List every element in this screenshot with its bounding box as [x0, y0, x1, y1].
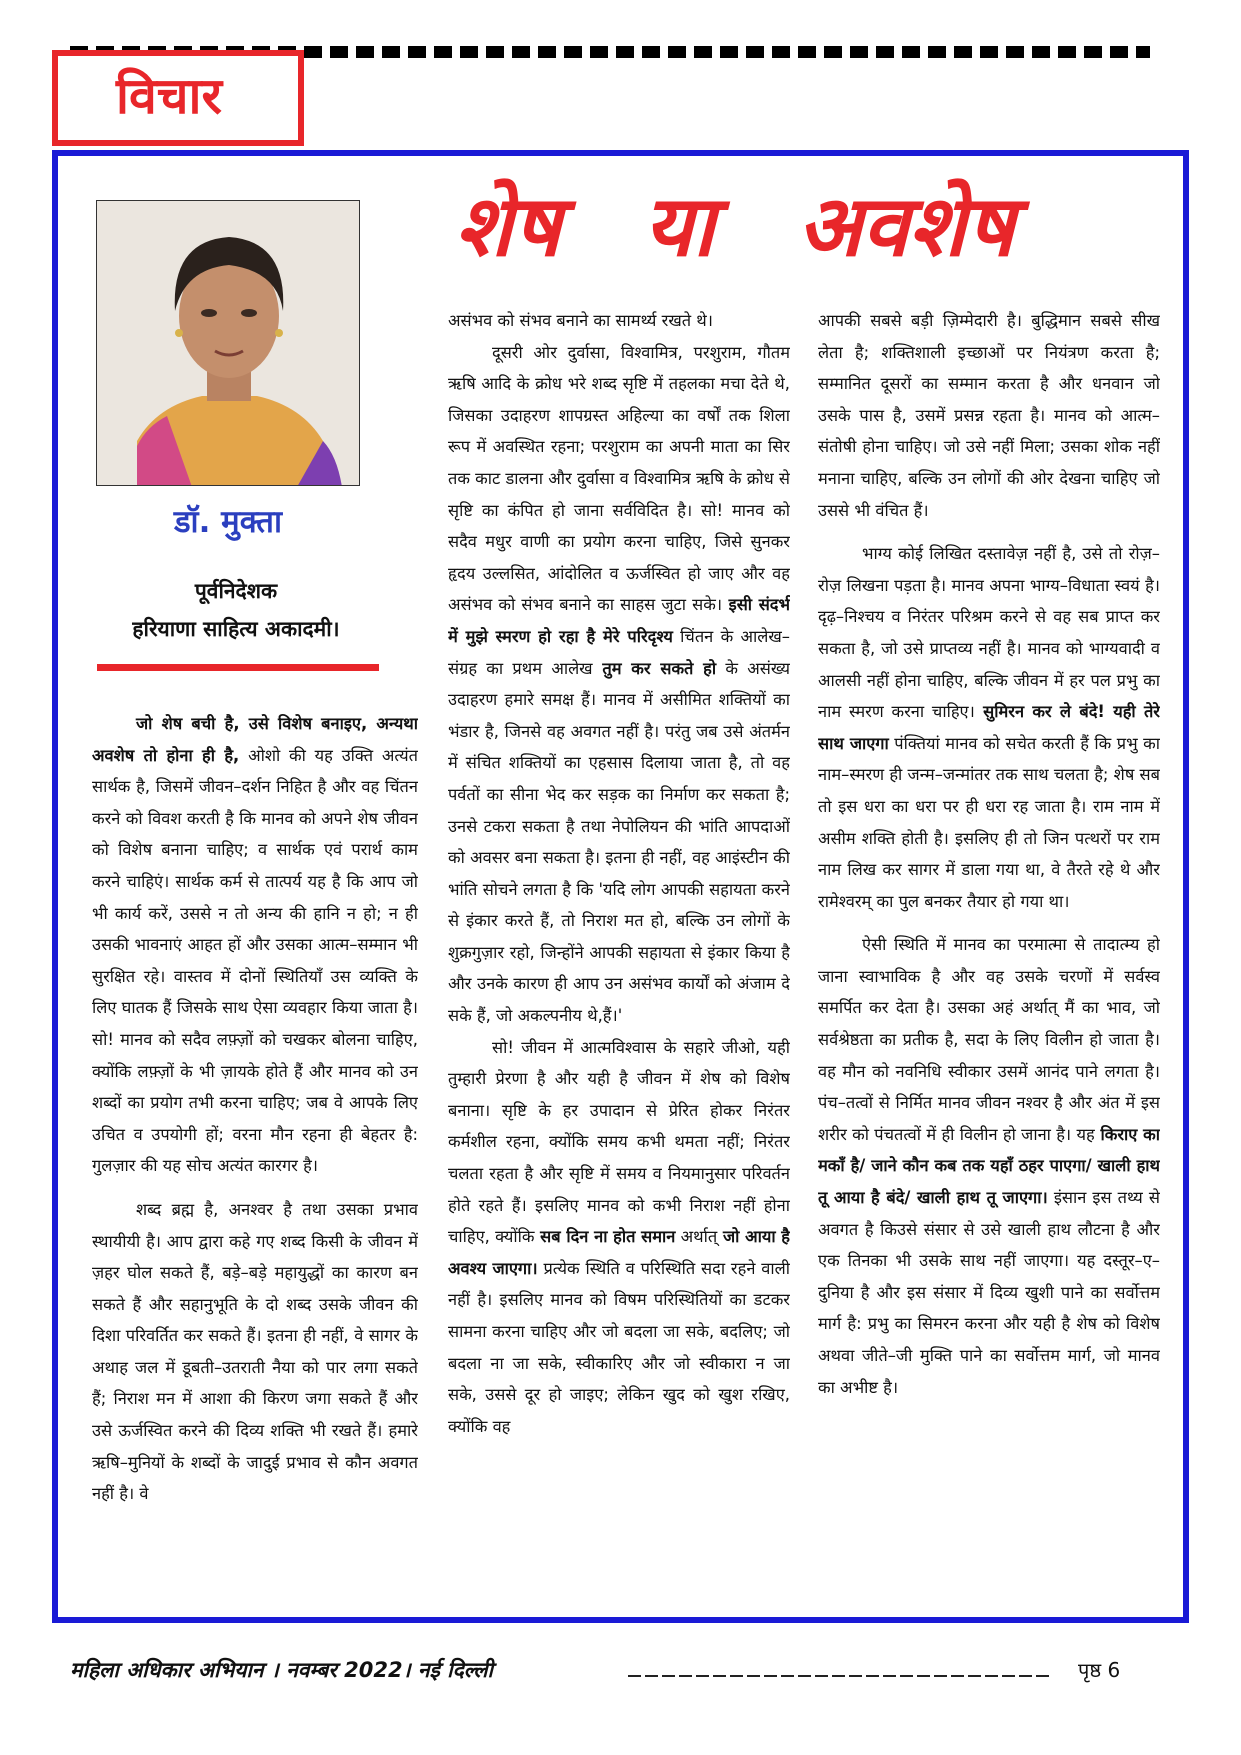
footer-publication: महिला अधिकार अभियान । नवम्बर 2022। नई दिल्ली [70, 1658, 493, 1682]
paragraph [448, 1032, 790, 1443]
body-text: अर्थात् [675, 1227, 718, 1247]
article-column-2 [448, 305, 790, 1595]
paragraph: असंभव को संभव बनाने का सामर्थ्य रखते थे। [448, 311, 713, 330]
body-text: के असंख्य उदाहरण हमारे समक्ष हैं। मानव में असीमित शक्तियों का भंडार है, जिनसे वह अवगत नहीं है। परंतु जब उसे अंतर्मन में संचित शक्तियों का एहसास दिलाया जाता है, तो वह पर्वतों का सीना भेद कर सड़क का निर्माण कर सकता है; उनसे टकरा सकता है तथा नेपोलियन की भांति आपदाओं को अवसर बना सकता है। इतना ही नहीं, वह आइंस्टीन की भांति सोचने लगता है कि 'यदि लोग आपकी सहायता करने से इंकार करते हैं, तो निराश मत हो, बल्कि उन लोगों के शुक्रगुज़ार रहो, जिन्होंने आपकी सहायता से इंकार किया है और उनके कारण ही आप उन असंभव कार्यों को अंजाम दे सके हैं, जो अकल्पनीय थे,हैं।' [448, 658, 790, 1026]
section-tag-box [52, 50, 304, 146]
paragraph: आपकी सबसे बड़ी ज़िम्मेदारी है। बुद्धिमान सबसे सीख लेता है; शक्तिशाली इच्छाओं पर नियंत्रण करता है; सम्मानित दूसरों का सम्मान करता है और धनवान जो उसके पास है, उसमें प्रसन्न रहता है। मानव को आत्म–संतोषी होना चाहिए। जो उसे नहीं मिला; उसका शोक नहीं मनाना चाहिए, बल्कि उन लोगों की ओर देखना चाहिए जो उससे भी वंचित हैं। [818, 311, 1160, 520]
article-column-3 [818, 305, 1160, 1595]
emphasis-text: सब दिन ना होत समान [534, 1227, 676, 1247]
body-text: भाग्य कोई लिखित दस्तावेज़ नहीं है, उसे तो रोज़–रोज़ लिखना पड़ता है। मानव अपना भाग्य–विधाता स्वयं है। दृढ़–निश्चय व निरंतर परिश्रम करने से वह सब प्राप्त कर सकता है, जो उसे प्राप्तव्य नहीं है। मानव को भाग्यवादी व आलसी नहीं होना चाहिए, बल्कि जीवन में हर पल प्रभु का नाम स्मरण करना चाहिए। [818, 544, 1160, 722]
emphasis-text: जो शेष बची है, उसे विशेष बनाइए, अन्यथा अवशेष तो होना ही है, [92, 714, 418, 765]
body-text: सो! जीवन में आत्मविश्वास के सहारे जीओ, यही तुम्हारी प्रेरणा है और यही है जीवन में शेष को विशेष बनाना। सृष्टि के हर उपादान से प्रेरित होकर निरंतर कर्मशील रहना, क्योंकि समय कभी थमता नहीं; निरंतर चलता रहता है और सृष्टि में समय व नियमानुसार परिवर्तन होते रहते हैं। इसलिए मानव को कभी निराश नहीं होना चाहिए, क्योंकि [448, 1037, 790, 1247]
author-divider [97, 664, 379, 671]
author-title-line-1: पूर्वनिदेशक [194, 579, 278, 603]
author-designation [86, 572, 386, 648]
author-photo [96, 200, 360, 486]
body-text: ऐसी स्थिति में मानव का परमात्मा से तादात्म्य हो जाना स्वाभाविक है और वह उसके चरणों में सर्वस्व समर्पित कर देता है। उसका अहं अर्थात् मैं का भाव, जो सर्वश्रेष्ठता का प्रतीक है, सदा के लिए विलीन हो जाता है। वह मौन को नवनिधि स्वीकार उसमें आनंद पाने लगता है। पंच–तत्वों से निर्मित मानव जीवन नश्वर है और अंत में इस शरीर को पंचतत्वों में ही विलीन हो जाना है। यह [818, 935, 1160, 1144]
footer-dashed-rule [628, 1675, 1050, 1677]
emphasis-text: इसी संदर्भ में मुझे स्मरण हो रहा है मेरे परिदृश्य [448, 595, 790, 646]
paragraph [818, 929, 1160, 1403]
body-text: पंक्तियां मानव को सचेत करती हैं कि प्रभु का नाम–स्मरण ही जन्म–जन्मांतर तक साथ चलता है; शेष सब तो इस धरा का धरा पर ही धरा रह जाता है। राम नाम में असीम शक्ति होती है। इसलिए ही तो जिन पत्थरों पर राम नाम लिख कर सागर में डाला गया था, वे तैरते रहे थे और रामेश्वरम् का पुल बनकर तैयार हो गया था। [818, 733, 1160, 911]
body-text: प्रत्येक स्थिति व परिस्थिति सदा रहने वाली नहीं है। इसलिए मानव को विषम परिस्थितियों का डटकर सामना करना चाहिए और जो बदला जा सके, बदलिए; जो बदला ना जा सके, स्वीकारिए और जो स्वीकारा न जा सके, उससे दूर हो जाइए; लेकिन खुद को खुश रखिए, क्योंकि वह [448, 1258, 790, 1436]
body-text: दूसरी ओर दुर्वासा, विश्वामित्र, परशुराम, गौतम ऋषि आदि के क्रोध भरे शब्द सृष्टि में तहलका मचा देते थे, जिसका उदाहरण शापग्रस्त अहिल्या का वर्षों तक शिला रूप में अवस्थित रहना; परशुराम का अपनी माता का सिर तक काट डालना और दुर्वासा व विश्वामित्र ऋषि के क्रोध से सृष्टि का कंपित हो जाना सर्वविदित है। सो! मानव को सदैव मधुर वाणी का प्रयोग करना चाहिए, जिसे सुनकर हृदय उल्लसित, आंदोलित व ऊर्जस्वित हो जाए और वह असंभव को संभव बनाने का साहस जुटा सके। [448, 342, 790, 615]
body-text: चिंतन के आलेख–संग्रह का प्रथम आलेख [448, 626, 790, 678]
paragraph [92, 708, 418, 1182]
body-text: इंसान इस तथ्य से अवगत है किउसे संसार से उसे खाली हाथ लौटना है और एक तिनका भी उसके साथ नहीं जाएगा। यह दस्तूर–ए–दुनिया है और इस संसार में दिव्य खुशी पाने का सर्वोत्तम मार्ग है: प्रभु का सिमरन करना और यही है शेष को विशेष अथवा जीते–जी मुक्ति पाने का सर्वोत्तम मार्ग, जो मानव का अभीष्ट है। [818, 1188, 1160, 1397]
paragraph [448, 337, 790, 1032]
emphasis-text: सुमिरन कर ले बंदे! यही तेरे साथ जाएगा [818, 702, 1160, 753]
body-text: ओशो की यह उक्ति अत्यंत सार्थक है, जिसमें जीवन–दर्शन निहित है और वह चिंतन करने को विवश करती है कि मानव को अपने शेष जीवन को विशेष बनाना चाहिए; व सार्थक एवं परार्थ काम करने चाहिएं। सार्थक कर्म से तात्पर्य यह है कि आप जो भी कार्य करें, उससे न तो अन्य की हानि न हो; न ही उसकी भावनाएं आहत हों और उसका आत्म–सम्मान भी सुरक्षित रहे। वास्तव में दोनों स्थितियाँ उस व्यक्ति के लिए घातक हैं जिसके साथ ऐसा व्यवहार किया जाता है। सो! मानव को सदैव लफ़्ज़ों को चखकर बोलना चाहिए, क्योंकि लफ़्ज़ों के भी ज़ायके होते हैं और मानव को उन शब्दों का प्रयोग तभी करना चाहिए; जब वे आपके लिए उचित व उपयोगी हों; वरना मौन रहना ही बेहतर है: गुलज़ार की यह सोच अत्यंत कारगर है। [92, 745, 418, 1176]
section-tag-label: विचार [116, 67, 222, 125]
emphasis-text: किराए का मकाँ है/ जाने कौन कब तक यहाँ ठहर पाएगा/ खाली हाथ तू आया है बंदे/ खाली हाथ तू जाएगा। [818, 1124, 1160, 1208]
footer-page-number: पृष्ठ 6 [1078, 1658, 1121, 1682]
author-portrait-image [97, 201, 360, 486]
emphasis-text: जो आया है अवश्य जाएगा। [448, 1227, 790, 1278]
paragraph: शब्द ब्रह्म है, अनश्वर है तथा उसका प्रभाव स्थायीयी है। आप द्वारा कहे गए शब्द किसी के जीवन में ज़हर घोल सकते हैं, बड़े–बड़े महायुद्धों का कारण बन सकते हैं और सहानुभूति के दो शब्द उसके जीवन की दिशा परिवर्तित कर सकते हैं। इतना ही नहीं, वे सागर के अथाह जल में डूबती–उतराती नैया को पार लगा सकते हैं; निराश मन में आशा की किरण जगा सकते हैं और उसे ऊर्जस्वित करने की दिव्य शक्ति भी रखते हैं। हमारे ऋषि–मुनियों के शब्दों के जादुई प्रभाव से कौन अवगत नहीं है। वे [92, 1199, 418, 1504]
emphasis-text: तुम कर सकते हो [592, 658, 717, 678]
article-headline: शेष या अवशेष [455, 177, 1015, 275]
author-name: डॉ. मुक्ता [173, 504, 283, 540]
author-title-line-2: हरियाणा साहित्य अकादमी। [132, 617, 340, 641]
paragraph [818, 538, 1160, 917]
article-column-1 [92, 708, 418, 1588]
